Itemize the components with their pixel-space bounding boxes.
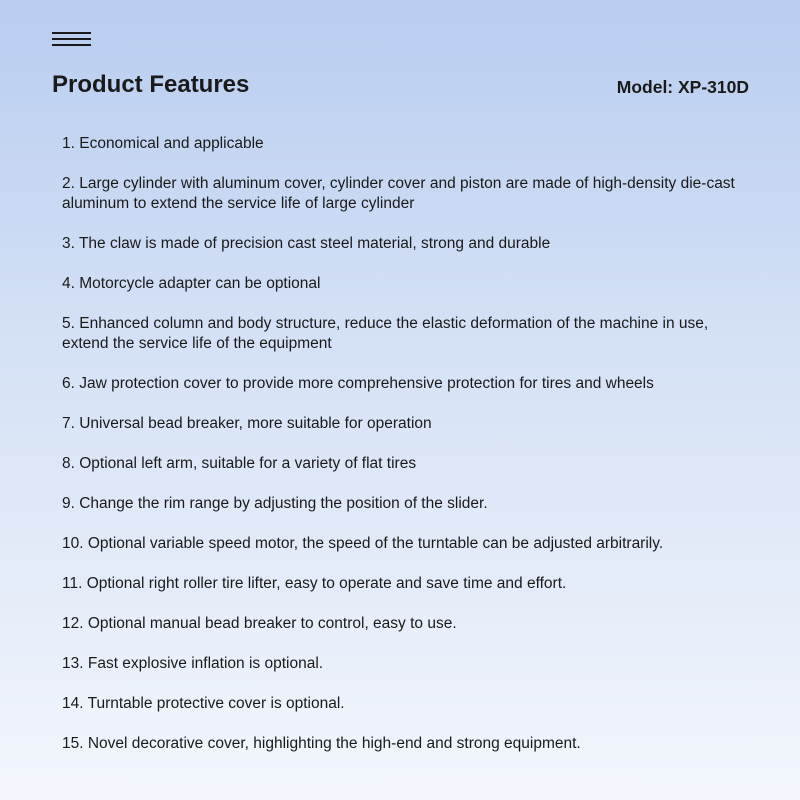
feature-item: 15. Novel decorative cover, highlighting the high-end and strong equipment. bbox=[62, 735, 581, 752]
feature-item: 6. Jaw protection cover to provide more comprehensive protection for tires and wheels bbox=[62, 375, 654, 392]
feature-list bbox=[62, 134, 752, 774]
feature-item: 7. Universal bead breaker, more suitable for operation bbox=[62, 415, 432, 432]
feature-item: 14. Turntable protective cover is optional. bbox=[62, 695, 345, 712]
model-label: Model: XP-310D bbox=[616, 77, 749, 97]
menu-icon-bar bbox=[52, 32, 91, 34]
feature-item: 12. Optional manual bead breaker to control, easy to use. bbox=[62, 615, 457, 632]
feature-item: 5. Enhanced column and body structure, reduce the elastic deformation of the machine in use, extend the service life of the equipment bbox=[62, 315, 709, 352]
feature-item: 13. Fast explosive inflation is optional. bbox=[62, 655, 324, 672]
feature-item: 1. Economical and applicable bbox=[62, 135, 264, 152]
menu-icon[interactable] bbox=[52, 32, 91, 47]
feature-item: 2. Large cylinder with aluminum cover, cylinder cover and piston are made of high-density die-cast aluminum to extend the service life of large cylinder bbox=[62, 175, 735, 212]
feature-item: 8. Optional left arm, suitable for a variety of flat tires bbox=[62, 455, 417, 472]
feature-item: 9. Change the rim range by adjusting the position of the slider. bbox=[62, 495, 488, 512]
page-title: Product Features bbox=[52, 71, 250, 98]
menu-icon-bar bbox=[52, 44, 91, 46]
feature-item: 3. The claw is made of precision cast steel material, strong and durable bbox=[62, 235, 551, 252]
menu-icon-bar bbox=[52, 38, 91, 40]
feature-item: 10. Optional variable speed motor, the speed of the turntable can be adjusted arbitrarily. bbox=[62, 535, 664, 552]
feature-item: 4. Motorcycle adapter can be optional bbox=[62, 275, 321, 292]
feature-item: 11. Optional right roller tire lifter, easy to operate and save time and effort. bbox=[62, 575, 567, 592]
